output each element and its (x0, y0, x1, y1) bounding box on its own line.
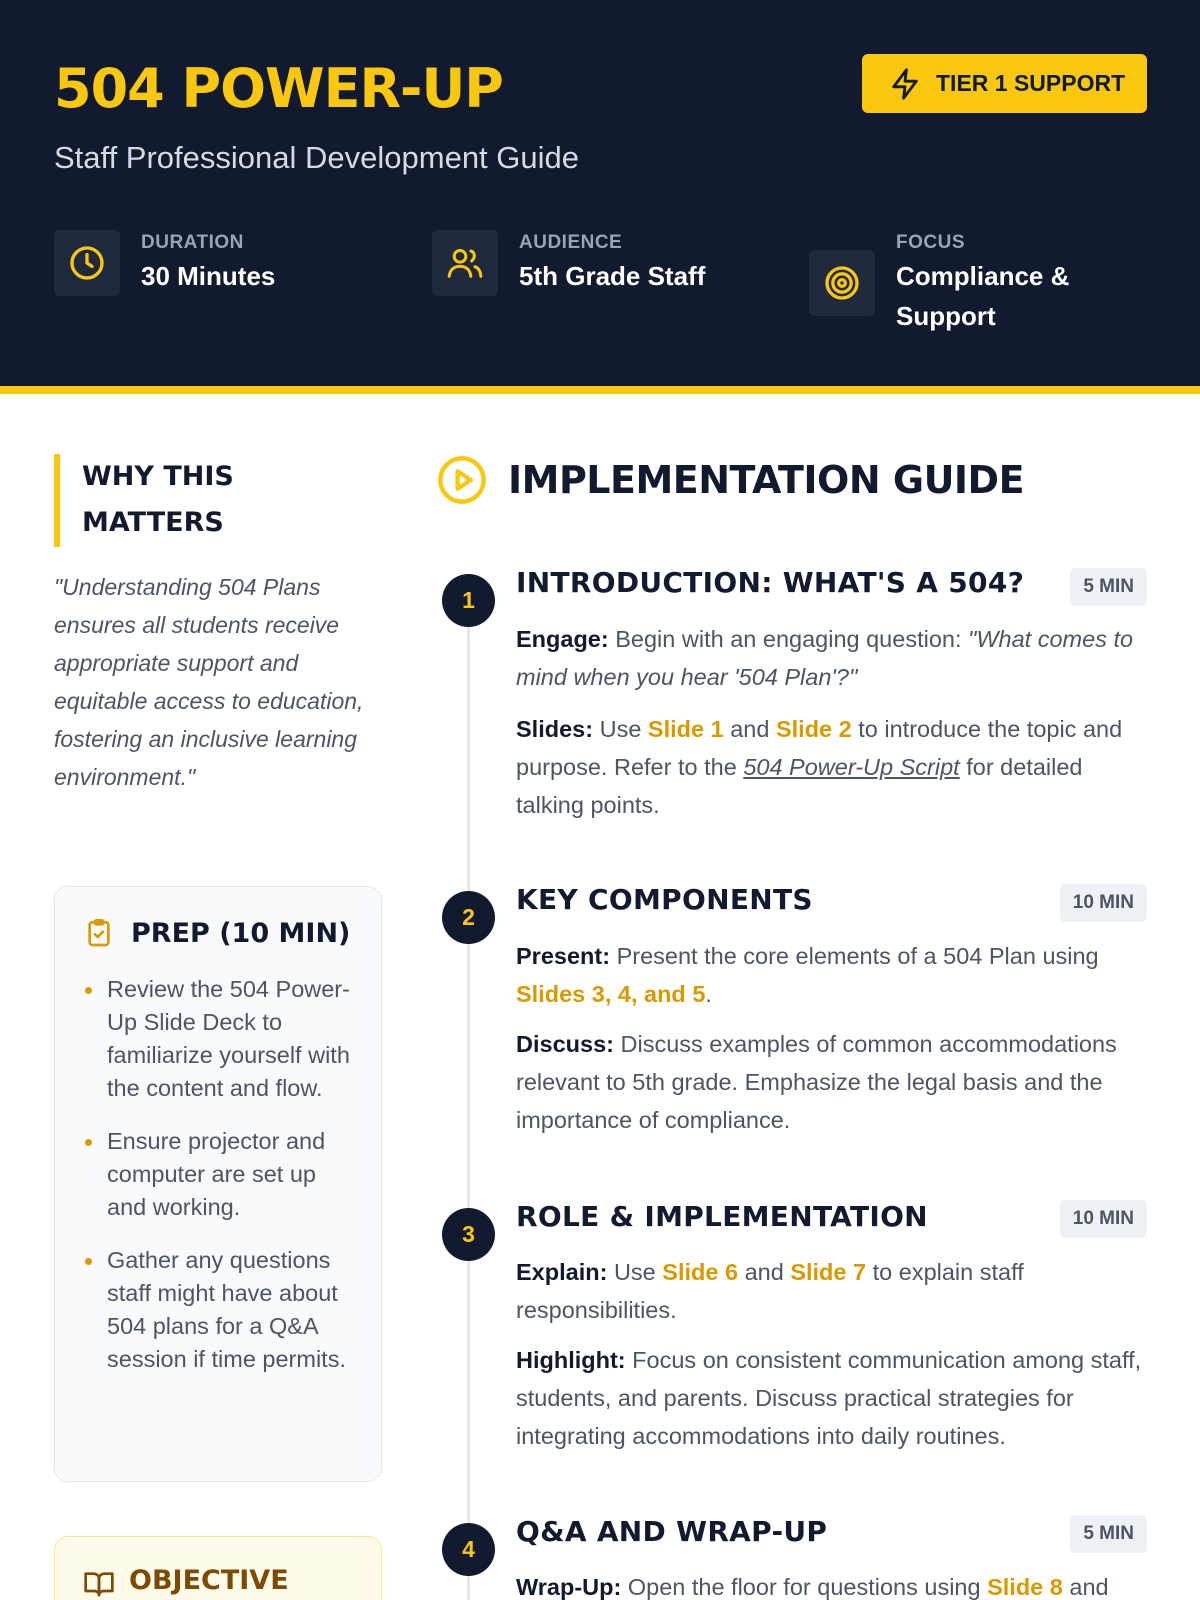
meta-value: 5th Grade Staff (519, 261, 706, 291)
guide-title: IMPLEMENTATION GUIDE (508, 458, 1025, 502)
paragraph-text: Open the floor for questions using (621, 1574, 988, 1600)
prep-list (83, 973, 357, 1376)
implementation-guide-heading (436, 454, 1024, 506)
step-title: ROLE & IMPLEMENTATION (516, 1200, 928, 1233)
timeline-line (467, 620, 470, 1600)
paragraph-text: to introduce the topic and purpose. Refer to the (516, 716, 1123, 780)
step-paragraph (516, 620, 1148, 696)
step-title: KEY COMPONENTS (516, 883, 813, 916)
paragraph-text: and (1062, 1574, 1109, 1600)
step-paragraph (516, 1025, 1148, 1139)
slide-reference: Slide 2 (775, 716, 852, 742)
paragraph-text: Discuss examples of common accommodations relevant to 5th grade. Emphasize the legal basis and the importance of compliance. (516, 1031, 1117, 1133)
step-paragraph (516, 1253, 1148, 1329)
slide-reference: Slide 7 (790, 1259, 867, 1285)
clock-icon (67, 243, 107, 283)
step-title: Q&A AND WRAP-UP (516, 1515, 828, 1548)
objective-card (54, 1536, 382, 1600)
list-item: Review the 504 Power-Up Slide Deck to familiarize yourself with the content and flow. (83, 973, 357, 1105)
prep-title: PREP (10 MIN) (131, 917, 351, 949)
paragraph-text: for detailed talking points. (516, 754, 1083, 818)
target-icon (822, 263, 862, 303)
paragraph-text: . (705, 981, 712, 1007)
paragraph-text: Use (607, 1259, 663, 1285)
paragraph-text: Focus on consistent communication among staff, students, and parents. Discuss practical strategies for integrating accommodations into daily routines. (516, 1347, 1142, 1449)
meta-duration (54, 230, 275, 296)
slide-reference: Slide 1 (647, 716, 724, 742)
lightning-icon (888, 67, 922, 101)
paragraph-text: and (723, 716, 776, 742)
meta-label: DURATION (141, 232, 244, 253)
prep-header (83, 917, 357, 949)
objective-title: OBJECTIVE (129, 1565, 289, 1596)
paragraph-label: Present: (516, 943, 611, 969)
step-paragraph (516, 710, 1148, 824)
paragraph-text: Present the core elements of a 504 Plan using (610, 943, 1099, 969)
tier-badge (862, 54, 1147, 113)
why-heading-line: MATTERS (82, 507, 224, 538)
paragraph-label: Explain: (516, 1259, 608, 1285)
paragraph-label: Wrap-Up: (516, 1574, 622, 1600)
list-item: Gather any questions staff might have about 504 plans for a Q&A session if time permits. (83, 1244, 357, 1376)
target-icon-box (809, 250, 875, 316)
slide-reference: Slide 6 (662, 1259, 739, 1285)
why-heading-line: WHY THIS (82, 461, 234, 492)
duration-badge: 10 MIN (1060, 884, 1147, 922)
duration-badge: 5 MIN (1070, 568, 1147, 606)
slide-reference: Slides 3, 4, and 5 (516, 981, 706, 1007)
paragraph-text: to explain staff responsibilities. (516, 1259, 1024, 1323)
paragraph-label: Slides: (516, 716, 594, 742)
step-number: 3 (442, 1208, 495, 1261)
step-number: 1 (442, 574, 495, 627)
step-number: 2 (442, 891, 495, 944)
page-title: 504 POWER-UP (54, 57, 503, 120)
meta-audience (432, 230, 705, 296)
play-circle-icon (436, 454, 488, 506)
paragraph-label: Highlight: (516, 1347, 626, 1373)
step-title: INTRODUCTION: WHAT'S A 504? (516, 566, 1025, 599)
clipboard-check-icon (83, 917, 115, 949)
users-icon (445, 243, 485, 283)
step-paragraph (516, 1568, 1148, 1600)
list-item: Ensure projector and computer are set up and working. (83, 1125, 357, 1224)
paragraph-label: Engage: (516, 626, 609, 652)
meta-focus (809, 230, 1109, 336)
meta-label: AUDIENCE (519, 232, 623, 253)
paragraph-label: Discuss: (516, 1031, 614, 1057)
book-open-icon (83, 1567, 115, 1599)
clock-icon-box (54, 230, 120, 296)
meta-label: FOCUS (896, 232, 965, 253)
step-paragraph (516, 937, 1148, 1013)
duration-badge: 5 MIN (1070, 1515, 1147, 1553)
header-banner (0, 0, 1200, 394)
prep-card (54, 886, 382, 1482)
paragraph-quote: "What comes to mind when you hear '504 Plan'?" (516, 626, 1134, 690)
meta-value: Compliance & Support (896, 261, 1070, 331)
page-subtitle: Staff Professional Development Guide (54, 140, 580, 175)
paragraph-text: Use (593, 716, 648, 742)
step-number: 4 (442, 1523, 495, 1576)
script-link[interactable]: 504 Power-Up Script (743, 754, 960, 780)
paragraph-text: and (738, 1259, 791, 1285)
paragraph-text: Begin with an engaging question: (608, 626, 969, 652)
step-paragraph (516, 1341, 1148, 1455)
users-icon-box (432, 230, 498, 296)
tier-label: TIER 1 SUPPORT (936, 70, 1126, 96)
meta-value: 30 Minutes (141, 261, 276, 291)
duration-badge: 10 MIN (1060, 1200, 1147, 1238)
why-heading (54, 454, 384, 547)
why-quote: "Understanding 504 Plans ensures all students receive appropriate support and equitable access to education, fostering an inclusive learning environment." (54, 574, 364, 790)
slide-reference: Slide 8 (987, 1574, 1063, 1600)
